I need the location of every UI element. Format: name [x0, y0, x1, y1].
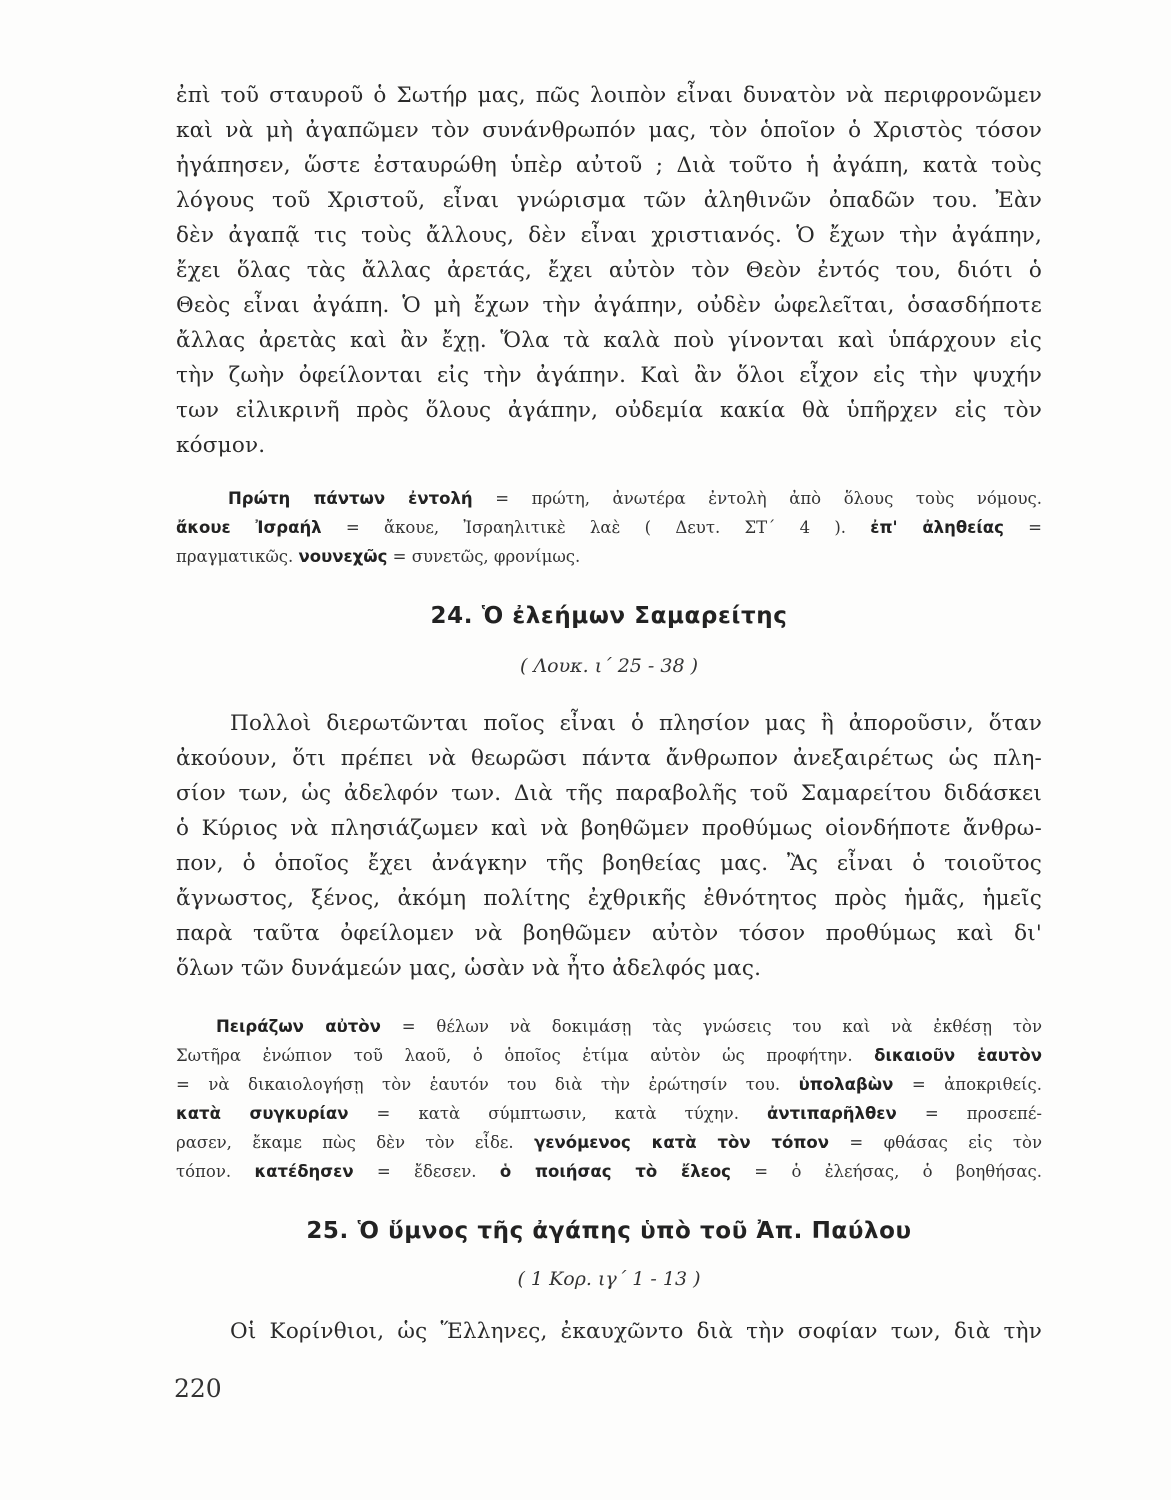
glossary-line: [176, 1157, 1042, 1186]
text-line: πον, ὁ ὁποῖος ἔχει ἀνάγκην τῆς βοηθείας μας. Ἂς εἶναι ὁ τοιοῦτος: [176, 851, 1042, 876]
glossary-line: [176, 1070, 1042, 1099]
section-24-heading: 24. Ὁ ἐλεήμων Σαμαρείτης: [430, 603, 788, 629]
glossary-term: ἄκουε Ἰσραήλ: [176, 518, 322, 537]
top-paragraph: [176, 78, 1042, 463]
glossary-definition: = φθάσας εἰς τὸν: [828, 1133, 1042, 1152]
glossary-definition: πραγματικῶς.: [176, 547, 299, 566]
text-line: Πολλοὶ διερωτῶνται ποῖος εἶναι ὁ πλησίον μας ἢ ἀποροῦσιν, ὅταν: [230, 711, 1042, 736]
glossary-definition: = πρώτη, ἀνωτέρα ἐντολὴ ἀπὸ ὅλους τοὺς νόμους.: [472, 489, 1042, 508]
text-line: καὶ νὰ μὴ ἀγαπῶμεν τὸν συνάνθρωπόν μας, τὸν ὁποῖον ὁ Χριστὸς τόσον: [176, 118, 1042, 143]
glossary-definition: = ἀποκριθείς.: [893, 1075, 1042, 1094]
glossary-term: Πρώτη πάντων ἐντολή: [228, 489, 473, 508]
glossary-term: γενόμενος κατὰ τὸν τόπον: [534, 1133, 829, 1152]
glossary-term: κατέδησεν: [254, 1162, 354, 1181]
glossary-definition: = θέλων νὰ δοκιμάσῃ τὰς γνώσεις του καὶ νὰ ἐκθέσῃ τὸν: [380, 1017, 1042, 1036]
glossary-definition: = ἄκουε, Ἰσραηλιτικὲ λαὲ ( Δευτ. ΣΤ΄ 4 ).: [321, 518, 871, 537]
glossary-line: [176, 1012, 1042, 1041]
page-number: 220: [174, 1374, 222, 1403]
glossary-term: ὑπολαβὼν: [798, 1075, 894, 1094]
glossary-definition: = κατὰ σύμπτωσιν, κατὰ τύχην.: [348, 1104, 768, 1123]
section-24-reference: ( Λουκ. ι΄ 25 - 38 ): [520, 655, 698, 677]
glossary-term: ὁ ποιήσας τὸ ἔλεος: [499, 1162, 731, 1181]
glossary-line: [176, 1128, 1042, 1157]
section-25-paragraph: [176, 1314, 1042, 1349]
section-25-heading: 25. Ὁ ὕμνος τῆς ἀγάπης ὑπὸ τοῦ Ἀπ. Παύλου: [306, 1218, 912, 1244]
glossary-line: [176, 542, 1042, 571]
text-line: κόσμον.: [176, 433, 266, 458]
text-line: των εἰλικρινῆ πρὸς ὅλους ἀγάπην, οὐδεμία κακία θὰ ὑπῆρχεν εἰς τὸν: [176, 398, 1042, 423]
glossary-notes-1b: [176, 513, 1042, 571]
section-24-paragraph: [176, 706, 1042, 986]
glossary-definition: =: [1003, 518, 1042, 537]
glossary-definition: = ἔδεσεν.: [353, 1162, 500, 1181]
text-line: Θεὸς εἶναι ἀγάπη. Ὁ μὴ ἔχων τὴν ἀγάπην, οὐδὲν ὠφελεῖται, ὁσασδήποτε: [176, 293, 1042, 318]
text-line: τὴν ζωὴν ὀφείλονται εἰς τὴν ἀγάπην. Καὶ ἂν ὅλοι εἶχον εἰς τὴν ψυχήν: [176, 363, 1042, 388]
glossary-definition: = νὰ δικαιολογήσῃ τὸν ἑαυτόν του διὰ τὴν ἐρώτησίν του.: [176, 1075, 799, 1094]
glossary-definition: Σωτῆρα ἐνώπιον τοῦ λαοῦ, ὁ ὁποῖος ἐτίμα αὐτὸν ὡς προφήτην.: [176, 1046, 875, 1065]
text-line: Οἱ Κορίνθιοι, ὡς Ἕλληνες, ἐκαυχῶντο διὰ τὴν σοφίαν των, διὰ τὴν: [230, 1319, 1042, 1344]
glossary-definition: τόπον.: [176, 1162, 255, 1181]
glossary-term: Πειράζων αὐτὸν: [216, 1017, 381, 1036]
text-line: σίον των, ὡς ἀδελφόν των. Διὰ τῆς παραβολῆς τοῦ Σαμαρείτου διδάσκει: [176, 781, 1042, 806]
glossary-definition: = προσεπέ-: [896, 1104, 1042, 1123]
glossary-definition: = ὁ ἐλεήσας, ὁ βοηθήσας.: [730, 1162, 1042, 1181]
glossary-line: [176, 513, 1042, 542]
glossary-term: κατὰ συγκυρίαν: [176, 1104, 349, 1123]
text-line: ἐπὶ τοῦ σταυροῦ ὁ Σωτήρ μας, πῶς λοιπὸν εἶναι δυνατὸν νὰ περιφρονῶμεν: [176, 83, 1042, 108]
glossary-line: [176, 1099, 1042, 1128]
glossary-definition: = συνετῶς, φρονίμως.: [387, 547, 581, 566]
glossary-definition: ρασεν, ἔκαμε πὼς δὲν τὸν εἶδε.: [176, 1133, 535, 1152]
text-line: ἄλλας ἀρετὰς καὶ ἂν ἔχῃ. Ὅλα τὰ καλὰ ποὺ γίνονται καὶ ὑπάρχουν εἰς: [176, 328, 1042, 353]
glossary-term: ἀντιπαρῆλθεν: [767, 1104, 897, 1123]
glossary-term: δικαιοῦν ἑαυτὸν: [874, 1046, 1042, 1065]
glossary-notes-1: [228, 484, 1042, 513]
text-line: παρὰ ταῦτα ὀφείλομεν νὰ βοηθῶμεν αὐτὸν τόσον προθύμως καὶ δι': [176, 921, 1042, 946]
section-25-reference: ( 1 Κορ. ιγ΄ 1 - 13 ): [517, 1268, 701, 1290]
text-line: ἠγάπησεν, ὥστε ἐσταυρώθη ὑπὲρ αὐτοῦ ; Διὰ τοῦτο ἡ ἀγάπη, κατὰ τοὺς: [176, 153, 1042, 178]
glossary-notes-2: [176, 1012, 1042, 1186]
text-line: δὲν ἀγαπᾷ τις τοὺς ἄλλους, δὲν εἶναι χριστιανός. Ὁ ἔχων τὴν ἀγάπην,: [176, 223, 1042, 248]
glossary-line: [228, 484, 1042, 513]
text-line: λόγους τοῦ Χριστοῦ, εἶναι γνώρισμα τῶν ἀληθινῶν ὀπαδῶν του. Ἐὰν: [176, 188, 1042, 213]
text-line: ἀκούουν, ὅτι πρέπει νὰ θεωρῶσι πάντα ἄνθρωπον ἀνεξαιρέτως ὡς πλη-: [176, 746, 1042, 771]
text-line: ὅλων τῶν δυνάμεών μας, ὡσὰν νὰ ἦτο ἀδελφός μας.: [176, 956, 762, 981]
text-line: ἔχει ὅλας τὰς ἄλλας ἀρετάς, ἔχει αὐτὸν τὸν Θεὸν ἐντός του, διότι ὁ: [176, 258, 1042, 283]
glossary-line: [176, 1041, 1042, 1070]
glossary-term: νουνεχῶς: [298, 547, 388, 566]
glossary-term: ἐπ' ἀληθείας: [870, 518, 1004, 537]
text-line: ἄγνωστος, ξένος, ἀκόμη πολίτης ἐχθρικῆς ἐθνότητος πρὸς ἡμᾶς, ἡμεῖς: [176, 886, 1042, 911]
text-line: ὁ Κύριος νὰ πλησιάζωμεν καὶ νὰ βοηθῶμεν προθύμως οἱονδήποτε ἄνθρω-: [176, 816, 1042, 841]
